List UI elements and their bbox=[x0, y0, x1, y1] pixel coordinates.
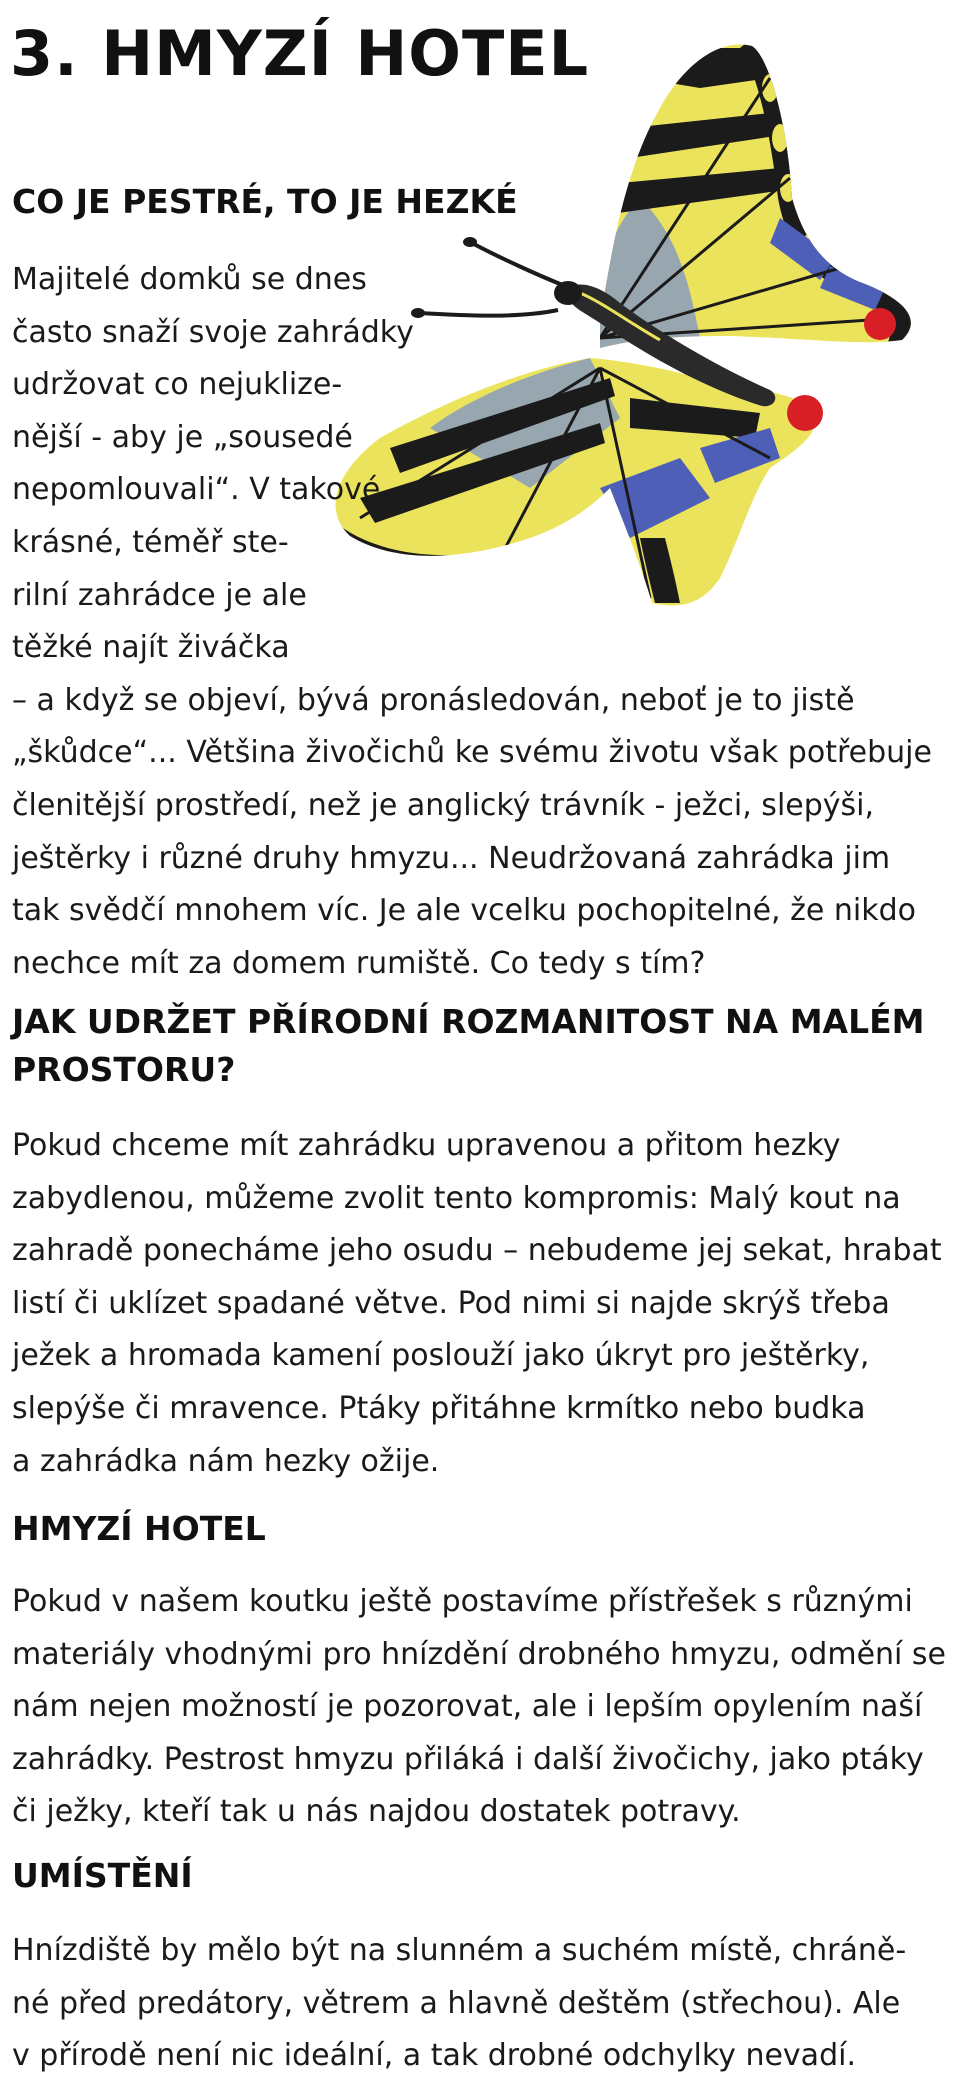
text-line: slepýše či mravence. Ptáky přitáhne krmítko nebo budka bbox=[12, 1390, 866, 1426]
text-line: zahradě ponecháme jeho osudu – nebudeme jej sekat, hrabat bbox=[12, 1233, 942, 1269]
text-line: krásné, téměř ste- bbox=[12, 524, 289, 560]
text-line: Pokud chceme mít zahrádku upravenou a přitom hezky bbox=[12, 1128, 841, 1163]
text-line: udržovat co nejuklize- bbox=[12, 367, 343, 403]
paragraph-placement bbox=[12, 1925, 906, 2083]
text-line: nám nejen možností je pozorovat, ale i lepším opylením naší bbox=[12, 1689, 923, 1725]
text-line: nepomlouvali“. V takové bbox=[12, 472, 381, 508]
text-line: a zahrádka nám hezky ožije. bbox=[12, 1443, 440, 1479]
text-line: Hnízdiště by mělo být na slunném a suchém místě, chráně- bbox=[12, 1933, 907, 1968]
text-line: často snaží svoje zahrádky bbox=[12, 314, 414, 350]
text-line: tak svědčí mnohem víc. Je ale vcelku pochopitelné, že nikdo bbox=[12, 893, 916, 929]
page-title: 3. HMYZÍ HOTEL bbox=[10, 17, 590, 90]
text-line: členitější prostředí, než je anglický trávník - ježci, slepýši, bbox=[12, 787, 875, 823]
section-heading-placement: UMÍSTĚNÍ bbox=[12, 1856, 193, 1895]
text-line: ještěrky i různé druhy hmyzu... Neudržovaná zahrádka jim bbox=[12, 840, 891, 876]
text-line: listí či uklízet spadané větve. Pod nimi si najde skrýš třeba bbox=[12, 1285, 890, 1321]
text-line: nější - aby je „sousedé bbox=[12, 419, 353, 455]
paragraph-compromise bbox=[12, 1120, 942, 1488]
text-line: materiály vhodnými pro hnízdění drobného hmyzu, odmění se bbox=[12, 1636, 946, 1672]
paragraph-intro bbox=[12, 254, 932, 990]
text-line: v přírodě není nic ideální, a tak drobné odchylky nevadí. bbox=[12, 2038, 856, 2074]
text-line: „škůdce“... Většina živočichů ke svému životu však potřebuje bbox=[12, 735, 932, 771]
heading-line: JAK UDRŽET PŘÍRODNÍ ROZMANITOST NA MALÉM bbox=[12, 1002, 925, 1041]
section-heading-colorful: CO JE PESTRÉ, TO JE HEZKÉ bbox=[12, 182, 518, 221]
text-line: Majitelé domků se dnes bbox=[12, 262, 367, 297]
text-line: zabydlenou, můžeme zvolit tento kompromis: Malý kout na bbox=[12, 1180, 901, 1216]
text-line: Pokud v našem koutku ještě postavíme přístřešek s různými bbox=[12, 1584, 913, 1619]
text-line: těžké najít živáčka bbox=[12, 630, 290, 666]
paragraph-insect-hotel bbox=[12, 1576, 946, 1839]
text-line: či ježky, kteří tak u nás najdou dostatek potravy. bbox=[12, 1794, 741, 1830]
text-line: – a když se objeví, bývá pronásledován, neboť je to jistě bbox=[12, 682, 855, 718]
text-line: ježek a hromada kamení poslouží jako úkryt pro ještěrky, bbox=[12, 1338, 870, 1374]
text-line: zahrádky. Pestrost hmyzu přiláká i další živočichy, jako ptáky bbox=[12, 1741, 924, 1777]
section-heading-biodiversity bbox=[12, 998, 925, 1094]
section-heading-insect-hotel: HMYZÍ HOTEL bbox=[12, 1509, 266, 1548]
text-line: né před predátory, větrem a hlavně deštěm (střechou). Ale bbox=[12, 1985, 901, 2021]
text-line: rilní zahrádce je ale bbox=[12, 577, 307, 613]
text-line: nechce mít za domem rumiště. Co tedy s tím? bbox=[12, 945, 706, 981]
heading-line: PROSTORU? bbox=[12, 1050, 236, 1089]
